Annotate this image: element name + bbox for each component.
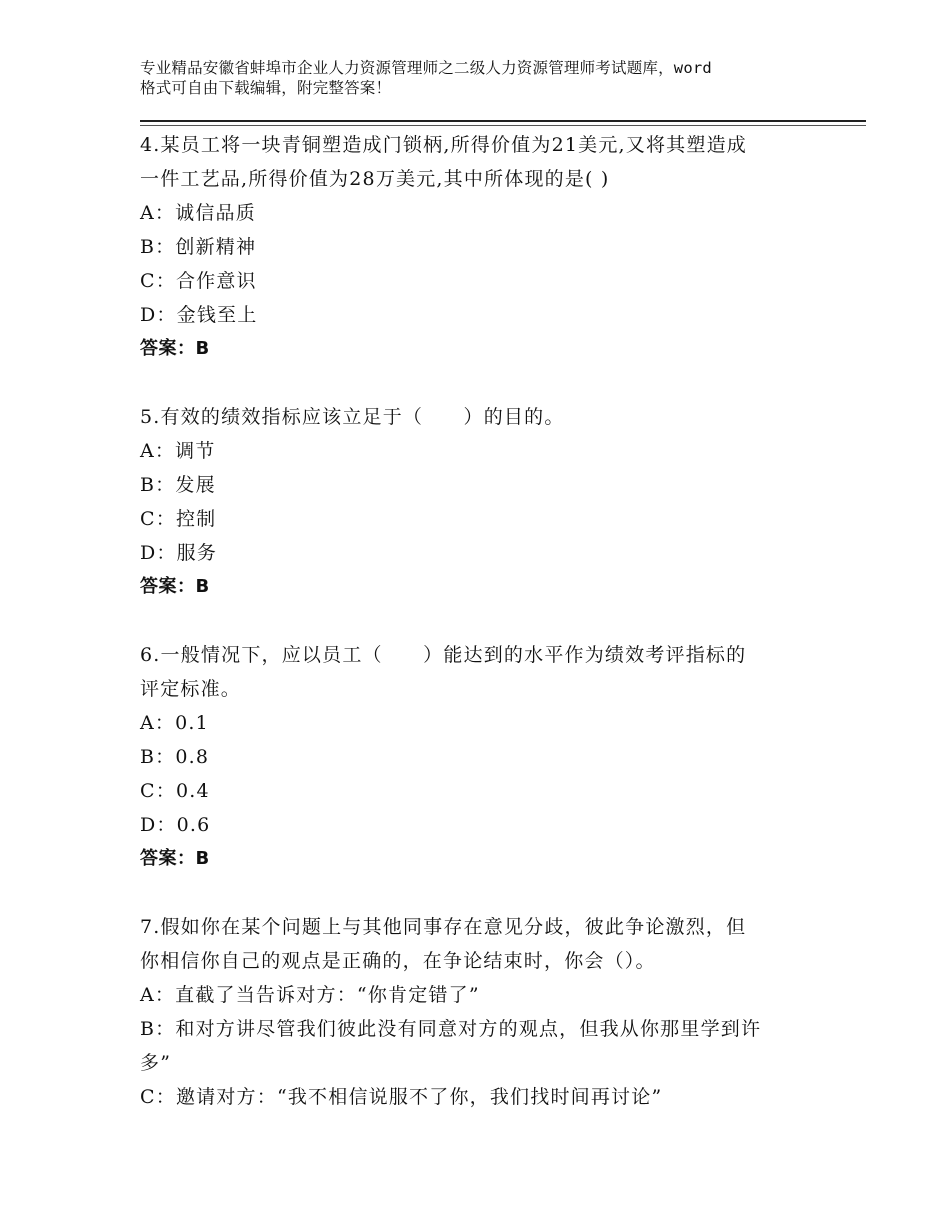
question-stem: 5.有效的绩效指标应该立足于（ ）的目的。 (140, 406, 565, 428)
option-c: C：控制 (140, 508, 217, 530)
header-divider-thick (140, 120, 866, 122)
question-5 (140, 400, 840, 604)
question-stem: 你相信你自己的观点是正确的，在争论结束时，你会（）。 (140, 950, 656, 972)
option-b: B：0.8 (140, 746, 210, 768)
answer-label: 答案：B (140, 576, 210, 597)
option-a: A：调节 (140, 440, 216, 462)
question-6 (140, 638, 840, 876)
option-b-continued: 多” (140, 1052, 172, 1074)
option-b: B：和对方讲尽管我们彼此没有同意对方的观点，但我从你那里学到许 (140, 1018, 762, 1040)
question-stem: 4.某员工将一块青铜塑造成门锁柄,所得价值为21美元,又将其塑造成 (140, 134, 747, 156)
answer-label: 答案：B (140, 338, 210, 359)
option-d: D：服务 (140, 542, 218, 564)
answer-label: 答案：B (140, 848, 210, 869)
question-stem: 6.一般情况下，应以员工（ ）能达到的水平作为绩效考评指标的 (140, 644, 747, 666)
header-line-2: 格式可自由下载编辑，附完整答案！ (140, 79, 392, 97)
option-a: A：直截了当告诉对方：“你肯定错了” (140, 984, 480, 1006)
option-c: C：合作意识 (140, 270, 257, 292)
option-a: A：0.1 (140, 712, 209, 734)
question-4 (140, 128, 840, 366)
option-c: C：邀请对方：“我不相信说服不了你，我们找时间再讨论” (140, 1086, 663, 1108)
page-header (140, 58, 830, 98)
question-list (140, 128, 840, 1148)
header-line-1: 专业精品安徽省蚌埠市企业人力资源管理师之二级人力资源管理师考试题库，word (140, 59, 712, 77)
question-stem: 7.假如你在某个问题上与其他同事存在意见分歧，彼此争论激烈，但 (140, 916, 747, 938)
option-b: B：创新精神 (140, 236, 257, 258)
header-divider-thin (140, 125, 866, 126)
option-d: D：金钱至上 (140, 304, 258, 326)
question-7 (140, 910, 840, 1114)
question-stem: 一件工艺品,所得价值为28万美元,其中所体现的是( ) (140, 168, 610, 190)
option-d: D：0.6 (140, 814, 211, 836)
option-a: A：诚信品质 (140, 202, 256, 224)
option-b: B：发展 (140, 474, 216, 496)
option-c: C：0.4 (140, 780, 210, 802)
question-stem: 评定标准。 (140, 678, 242, 700)
